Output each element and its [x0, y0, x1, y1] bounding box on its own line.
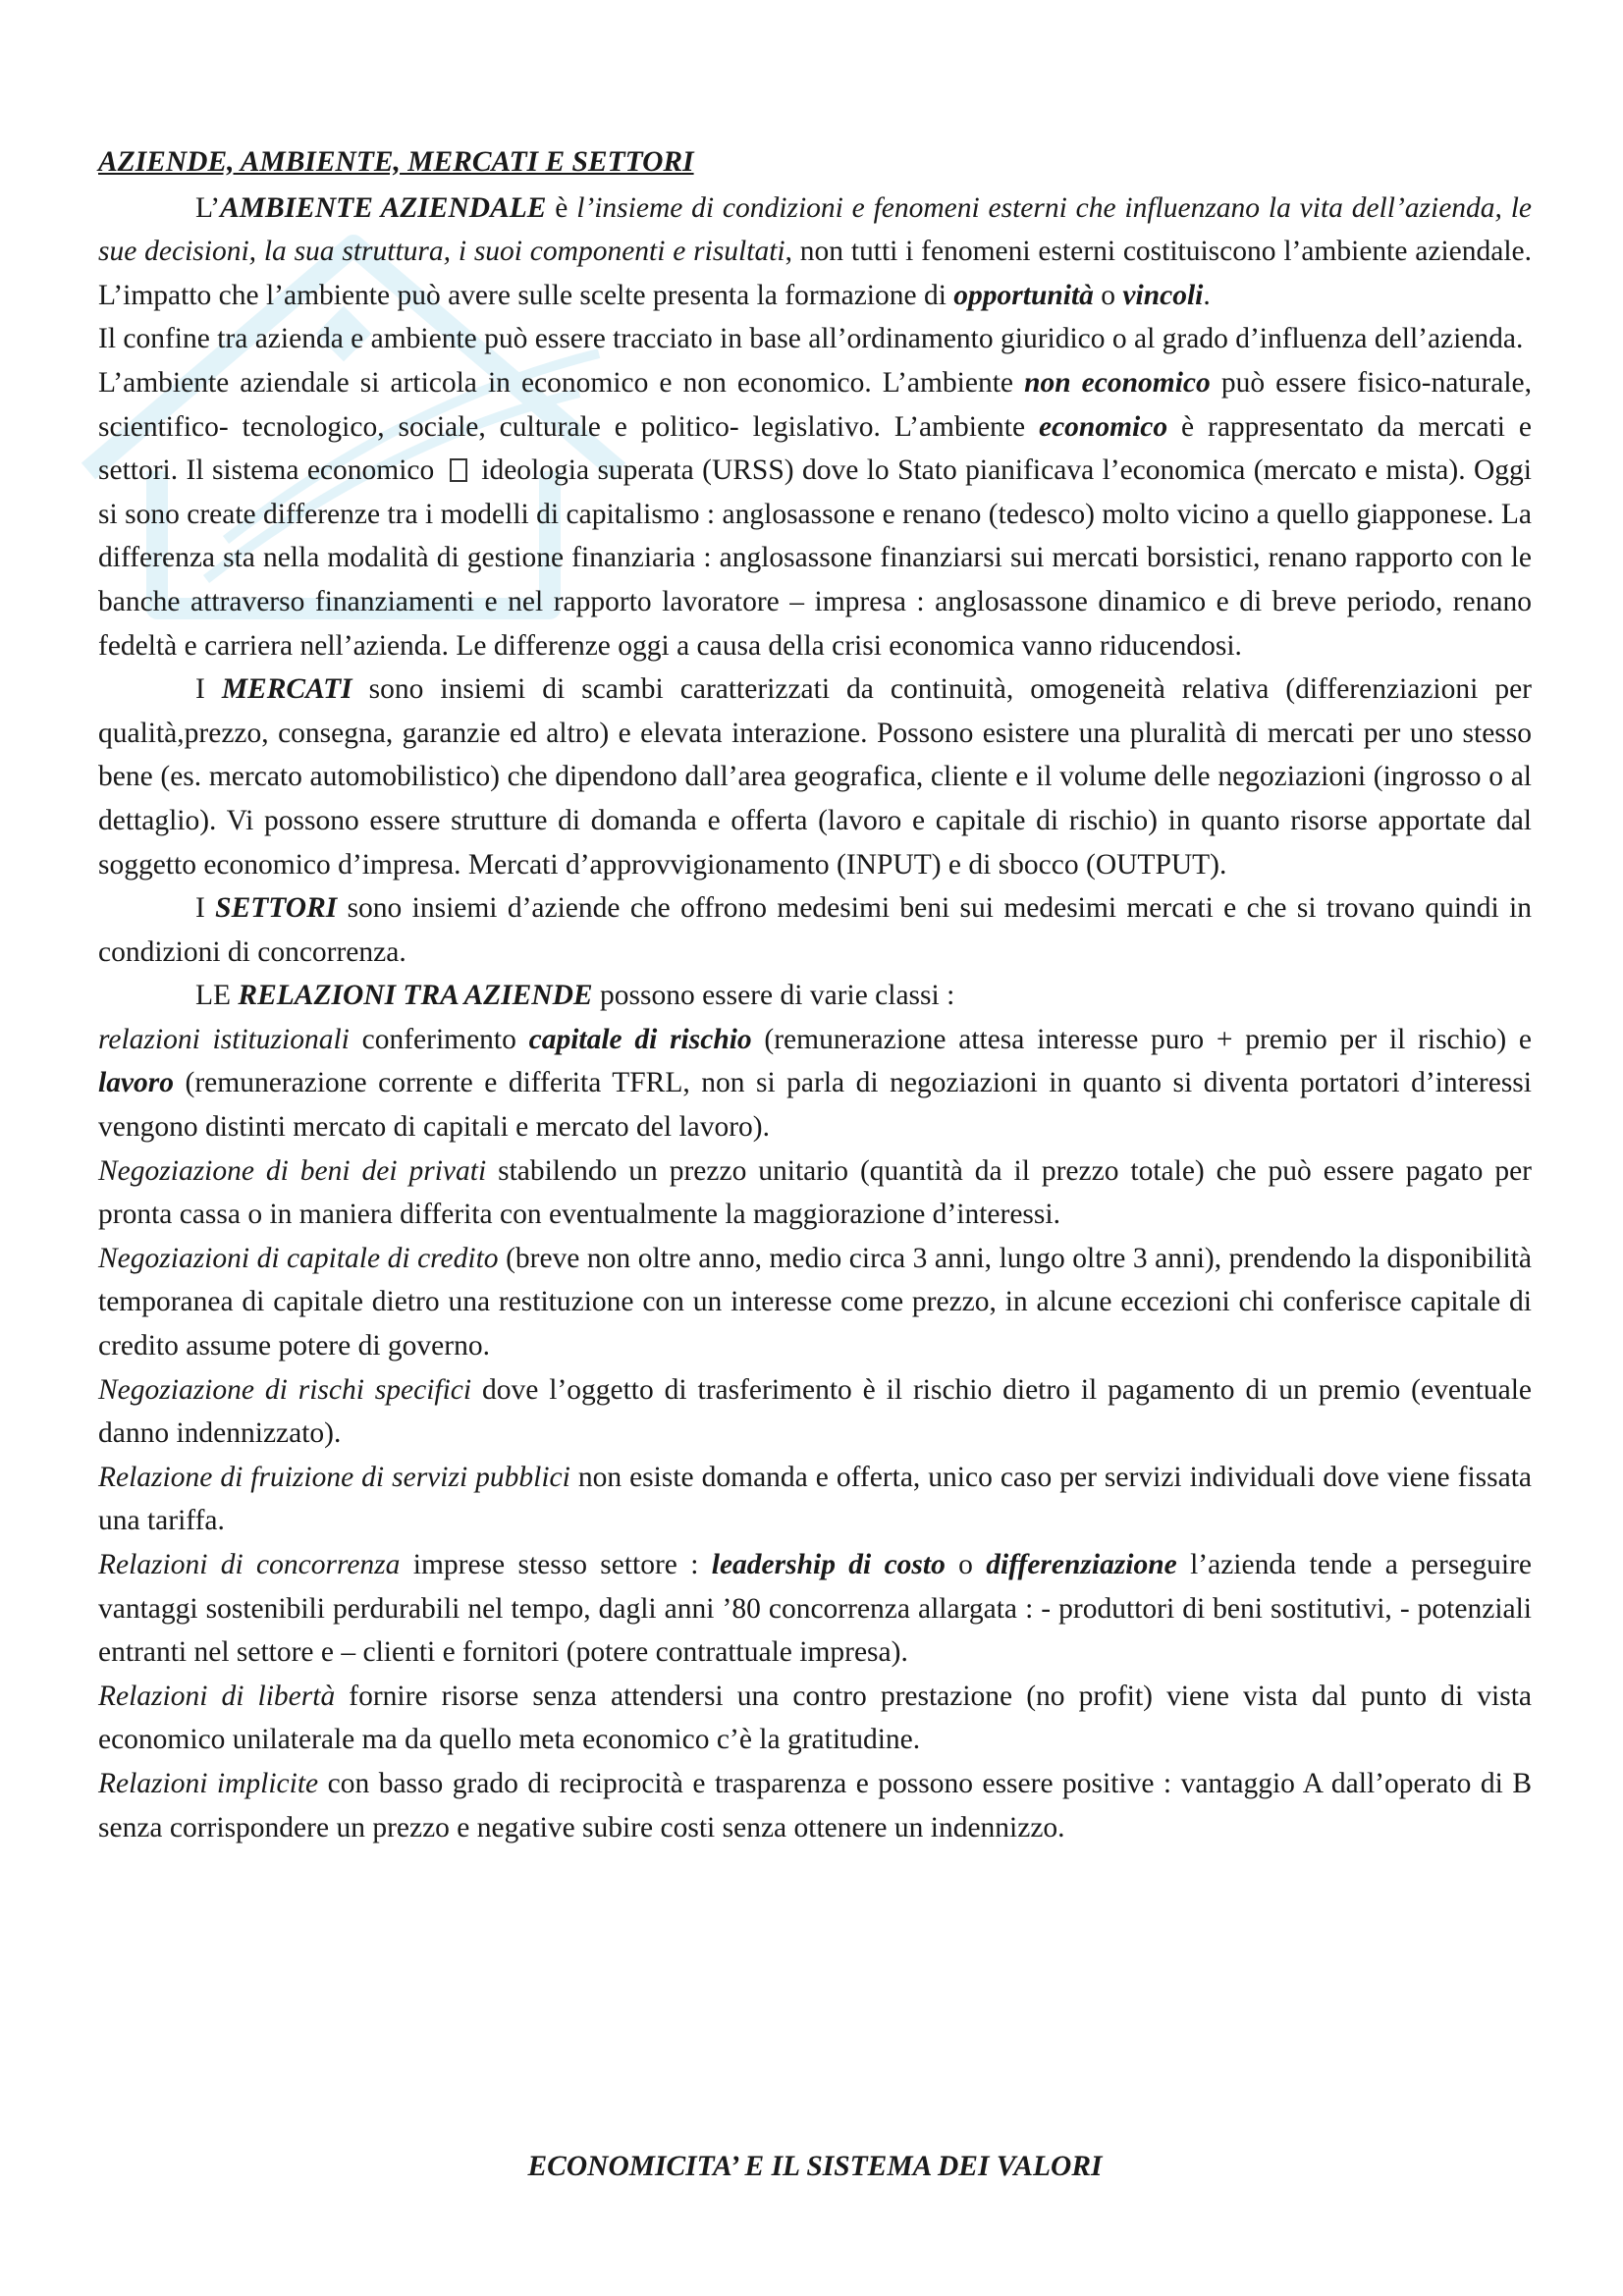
- paragraph-concorrenza: Relazioni di concorrenza imprese stesso settore : leadership di costo o differenziazione l’azienda tende a perseguire vantaggi sostenibili perdurabili nel tempo, dagli anni ’80 concorrenza allargata : - produttori di beni sostitutivi, - potenziali entranti nel settore e – clienti e fornitori (potere contrattuale impresa).: [98, 1549, 1533, 1669]
- section-title-economicita: ECONOMICITA’ E IL SISTEMA DEI VALORI: [527, 2151, 1103, 2182]
- paragraph-rischi-specifici: Negoziazione di rischi specifici dove l’oggetto di trasferimento è il rischio dietro il pagamento di un premio (eventuale danno indennizzato).: [98, 1373, 1532, 1450]
- section-title: AZIENDE, AMBIENTE, MERCATI E SETTORI: [98, 146, 694, 178]
- paragraph-settori: I SETTORI sono insiemi d’aziende che offrono medesimi beni sui medesimi mercati e che si trovano quindi in condizioni di concorrenza.: [98, 892, 1533, 968]
- paragraph-servizi-pubblici: Relazione di fruizione di servizi pubblici non esiste domanda e offerta, unico caso per servizi individuali dove viene fissata una tariffa.: [98, 1461, 1532, 1537]
- paragraph-confine: Il confine tra azienda e ambiente può essere tracciato in base all’ordinamento giuridico o al grado d’influenza dell’azienda.: [98, 323, 1524, 355]
- paragraph-negoziazione-beni: Negoziazione di beni dei privati stabilendo un prezzo unitario (quantità da il prezzo totale) che può essere pagato per pronta cassa o in maniera differita con eventualmente la maggiorazione d’interessi.: [98, 1154, 1532, 1231]
- paragraph-ambiente-aziendale: L’AMBIENTE AZIENDALE è l’insieme di condizioni e fenomeni esterni che influenzano la vita dell’azienda, le sue decisioni, la sua struttura, i suoi componenti e risultati, non tutti i fenomeni esterni costituiscono l’ambiente aziendale. L’impatto che l’ambiente può avere sulle scelte presenta la formazione di opportunità o vincoli.: [98, 191, 1533, 311]
- paragraph-liberta: Relazioni di libertà fornire risorse senza attendersi una contro prestazione (no profit) viene vista dal punto di vista economico unilaterale ma da quello meta economico c’è la gratitudine.: [98, 1680, 1532, 1756]
- paragraph-ambiente-economico: L’ambiente aziendale si articola in economico e non economico. L’ambiente non economico può essere fisico-naturale, scientifico- tecnologico, sociale, culturale e politico- legislativo. L’ambiente economico è rappresentato da mercati e settori. Il sistema economico ideologia superata (URSS) dove lo Stato pianificava l’economica (mercato e mista). Oggi si sono create differenze tra i modelli di capitalismo : anglosassone e renano (tedesco) molto vicino a quello giapponese. La differenza sta nella modalità di gestione finanziaria : anglosassone finanziarsi sui mercati borsistici, renano rapporto con le banche attraverso finanziamenti e nel rapporto lavoratore – impresa : anglosassone dinamico e di breve periodo, renano fedeltà e carriera nell’azienda. Le differenze oggi a causa della crisi economica vanno riducendosi.: [98, 366, 1532, 662]
- arrow-glyph-icon: [450, 458, 467, 482]
- paragraph-relazioni: LE RELAZIONI TRA AZIENDE possono essere di varie classi :: [195, 980, 955, 1012]
- document-body: [98, 140, 1532, 1849]
- paragraph-implicite: Relazioni implicite con basso grado di reciprocità e trasparenza e possono essere positive : vantaggio A dall’operato di B senza corrispondere un prezzo e negative subire costi senza ottenere un indennizzo.: [98, 1767, 1533, 1843]
- paragraph-relazioni-istituzionali: relazioni istituzionali conferimento capitale di rischio (remunerazione attesa interesse puro + premio per il rischio) e lavoro (remunerazione corrente e differita TFRL, non si parla di negoziazioni in quanto si diventa portatori d’interessi vengono distinti mercato di capitali e mercato del lavoro).: [98, 1023, 1532, 1144]
- paragraph-mercati: I MERCATI sono insiemi di scambi caratterizzati da continuità, omogeneità relativa (differenziazioni per qualità,prezzo, consegna, garanzie ed altro) e elevata interazione. Possono esistere una pluralità di mercati per uno stesso bene (es. mercato automobilistico) che dipendono dall’area geografica, cliente e il volume delle negoziazioni (ingrosso o al dettaglio). Vi possono essere strutture di domanda e offerta (lavoro e capitale di rischio) in quanto risorse apportate dal soggetto economico d’impresa. Mercati d’approvvigionamento (INPUT) e di sbocco (OUTPUT).: [98, 673, 1532, 881]
- paragraph-capitale-credito: Negoziazioni di capitale di credito (breve non oltre anno, medio circa 3 anni, lungo oltre 3 anni), prendendo la disponibilità temporanea di capitale dietro una restituzione con un interesse come prezzo, in alcune eccezioni chi conferisce capitale di credito assume potere di governo.: [98, 1242, 1532, 1362]
